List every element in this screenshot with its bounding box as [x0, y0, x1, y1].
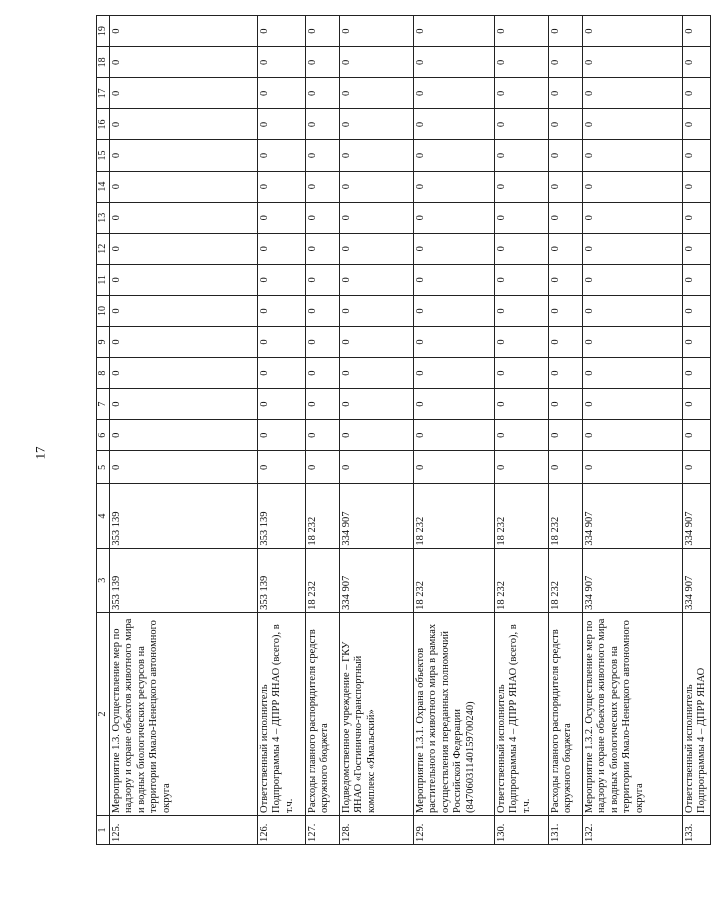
value-col3: 18 232	[306, 548, 340, 612]
value-col18: 0	[340, 47, 414, 78]
value-col11: 0	[306, 264, 340, 295]
value-col15: 0	[583, 140, 683, 171]
value-col13: 0	[258, 202, 306, 233]
value-col13: 0	[414, 202, 495, 233]
value-col3: 334 907	[583, 548, 683, 612]
row-description: Ответственный исполнитель Подпрограммы 4 – ДПРР ЯНАО (всего), в т.ч.	[495, 612, 549, 815]
row-number: 127.	[306, 816, 340, 845]
value-col12: 0	[306, 233, 340, 264]
value-col6: 0	[414, 420, 495, 451]
value-col17: 0	[110, 78, 258, 109]
column-header: 9	[97, 326, 110, 357]
value-col5: 0	[583, 451, 683, 484]
table-row	[340, 16, 414, 845]
value-col4: 334 907	[340, 484, 414, 548]
value-col11: 0	[258, 264, 306, 295]
value-col7: 0	[306, 389, 340, 420]
value-col14: 0	[110, 171, 258, 202]
value-col15: 0	[683, 140, 711, 171]
column-header: 19	[97, 16, 110, 47]
value-col11: 0	[583, 264, 683, 295]
value-col6: 0	[683, 420, 711, 451]
value-col10: 0	[258, 295, 306, 326]
value-col15: 0	[340, 140, 414, 171]
table-header-row	[97, 16, 110, 845]
value-col9: 0	[683, 326, 711, 357]
table-row	[583, 16, 683, 845]
value-col16: 0	[306, 109, 340, 140]
value-col10: 0	[414, 295, 495, 326]
table-row	[683, 16, 711, 845]
value-col5: 0	[549, 451, 583, 484]
budget-table	[96, 15, 711, 845]
value-col14: 0	[495, 171, 549, 202]
table-row	[306, 16, 340, 845]
row-number: 126.	[258, 816, 306, 845]
value-col17: 0	[683, 78, 711, 109]
column-header: 3	[97, 548, 110, 612]
row-description: Ответственный исполнитель Подпрограммы 4 – ДПРР ЯНАО (всего), в т.ч.	[258, 612, 306, 815]
value-col4: 353 139	[110, 484, 258, 548]
value-col14: 0	[583, 171, 683, 202]
value-col10: 0	[683, 295, 711, 326]
value-col17: 0	[549, 78, 583, 109]
value-col6: 0	[495, 420, 549, 451]
value-col10: 0	[306, 295, 340, 326]
value-col18: 0	[110, 47, 258, 78]
column-header: 13	[97, 202, 110, 233]
value-col13: 0	[340, 202, 414, 233]
value-col9: 0	[258, 326, 306, 357]
row-number: 129.	[414, 816, 495, 845]
column-header: 18	[97, 47, 110, 78]
column-header: 8	[97, 358, 110, 389]
value-col16: 0	[583, 109, 683, 140]
value-col19: 0	[495, 16, 549, 47]
value-col10: 0	[583, 295, 683, 326]
value-col11: 0	[549, 264, 583, 295]
value-col4: 353 139	[258, 484, 306, 548]
value-col8: 0	[414, 358, 495, 389]
value-col19: 0	[306, 16, 340, 47]
column-header: 11	[97, 264, 110, 295]
value-col8: 0	[340, 358, 414, 389]
value-col5: 0	[340, 451, 414, 484]
value-col7: 0	[258, 389, 306, 420]
rotated-table-wrapper	[96, 15, 708, 845]
value-col19: 0	[549, 16, 583, 47]
value-col15: 0	[306, 140, 340, 171]
value-col11: 0	[110, 264, 258, 295]
value-col12: 0	[583, 233, 683, 264]
row-number: 125.	[110, 816, 258, 845]
value-col7: 0	[549, 389, 583, 420]
value-col16: 0	[110, 109, 258, 140]
value-col13: 0	[683, 202, 711, 233]
value-col12: 0	[340, 233, 414, 264]
value-col17: 0	[258, 78, 306, 109]
column-header: 14	[97, 171, 110, 202]
value-col17: 0	[340, 78, 414, 109]
value-col14: 0	[683, 171, 711, 202]
value-col8: 0	[495, 358, 549, 389]
value-col13: 0	[495, 202, 549, 233]
value-col14: 0	[549, 171, 583, 202]
value-col16: 0	[683, 109, 711, 140]
value-col3: 18 232	[414, 548, 495, 612]
table-row	[258, 16, 306, 845]
value-col3: 353 139	[110, 548, 258, 612]
value-col12: 0	[683, 233, 711, 264]
row-number: 133.	[683, 816, 711, 845]
row-description: Мероприятие 1.3.2. Осуществление мер по надзору и охране объектов животного мира и водных биологических ресурсов на территории Ямало-Ненецкого автономного округа	[583, 612, 683, 815]
value-col16: 0	[340, 109, 414, 140]
value-col8: 0	[683, 358, 711, 389]
value-col9: 0	[414, 326, 495, 357]
value-col7: 0	[110, 389, 258, 420]
value-col8: 0	[258, 358, 306, 389]
value-col18: 0	[306, 47, 340, 78]
value-col8: 0	[549, 358, 583, 389]
value-col13: 0	[583, 202, 683, 233]
value-col5: 0	[495, 451, 549, 484]
value-col18: 0	[414, 47, 495, 78]
value-col4: 18 232	[414, 484, 495, 548]
value-col17: 0	[414, 78, 495, 109]
value-col10: 0	[495, 295, 549, 326]
value-col11: 0	[683, 264, 711, 295]
value-col14: 0	[258, 171, 306, 202]
column-header: 4	[97, 484, 110, 548]
value-col7: 0	[683, 389, 711, 420]
value-col14: 0	[340, 171, 414, 202]
column-header: 6	[97, 420, 110, 451]
value-col10: 0	[340, 295, 414, 326]
value-col12: 0	[258, 233, 306, 264]
value-col15: 0	[414, 140, 495, 171]
value-col19: 0	[340, 16, 414, 47]
value-col9: 0	[306, 326, 340, 357]
row-description: Подведомственное учреждение – ГКУ ЯНАО «Гостинично-транспортный комплекс «Ямальский»	[340, 612, 414, 815]
value-col8: 0	[583, 358, 683, 389]
value-col9: 0	[549, 326, 583, 357]
value-col13: 0	[549, 202, 583, 233]
value-col8: 0	[306, 358, 340, 389]
column-header: 1	[97, 816, 110, 845]
value-col5: 0	[683, 451, 711, 484]
value-col16: 0	[414, 109, 495, 140]
value-col17: 0	[495, 78, 549, 109]
value-col15: 0	[549, 140, 583, 171]
value-col9: 0	[340, 326, 414, 357]
column-header: 17	[97, 78, 110, 109]
value-col5: 0	[306, 451, 340, 484]
value-col12: 0	[495, 233, 549, 264]
value-col13: 0	[306, 202, 340, 233]
value-col19: 0	[683, 16, 711, 47]
value-col5: 0	[258, 451, 306, 484]
value-col6: 0	[583, 420, 683, 451]
value-col18: 0	[258, 47, 306, 78]
value-col14: 0	[306, 171, 340, 202]
table-row	[110, 16, 258, 845]
value-col6: 0	[258, 420, 306, 451]
value-col19: 0	[258, 16, 306, 47]
row-number: 131.	[549, 816, 583, 845]
value-col18: 0	[583, 47, 683, 78]
value-col8: 0	[110, 358, 258, 389]
value-col6: 0	[306, 420, 340, 451]
value-col14: 0	[414, 171, 495, 202]
column-header: 5	[97, 451, 110, 484]
table-row	[414, 16, 495, 845]
page-number: 17	[32, 446, 48, 460]
value-col11: 0	[495, 264, 549, 295]
value-col16: 0	[549, 109, 583, 140]
value-col3: 353 139	[258, 548, 306, 612]
column-header: 16	[97, 109, 110, 140]
row-description: Расходы главного распорядителя средств окружного бюджета	[549, 612, 583, 815]
value-col19: 0	[583, 16, 683, 47]
table-body	[97, 16, 711, 845]
value-col4: 18 232	[549, 484, 583, 548]
value-col10: 0	[549, 295, 583, 326]
value-col5: 0	[414, 451, 495, 484]
row-description: Мероприятие 1.3.1. Охрана объектов растительного и животного мира в рамках осуществления переданных полномочий Российской Федерации (84706031140159700240)	[414, 612, 495, 815]
value-col12: 0	[414, 233, 495, 264]
column-header: 7	[97, 389, 110, 420]
table-row	[549, 16, 583, 845]
row-description: Мероприятие 1.3. Осуществление мер по надзору и охране объектов животного мира и водных биологических ресурсов на территории Ямало-Ненецкого автономного округа	[110, 612, 258, 815]
value-col4: 18 232	[306, 484, 340, 548]
row-number: 128.	[340, 816, 414, 845]
value-col7: 0	[495, 389, 549, 420]
value-col6: 0	[549, 420, 583, 451]
value-col11: 0	[340, 264, 414, 295]
value-col9: 0	[110, 326, 258, 357]
row-description: Ответственный исполнитель Подпрограммы 4 – ДПРР ЯНАО	[683, 612, 711, 815]
value-col17: 0	[583, 78, 683, 109]
row-description: Расходы главного распорядителя средств окружного бюджета	[306, 612, 340, 815]
value-col19: 0	[414, 16, 495, 47]
value-col3: 334 907	[340, 548, 414, 612]
value-col3: 18 232	[549, 548, 583, 612]
value-col9: 0	[583, 326, 683, 357]
value-col4: 334 907	[583, 484, 683, 548]
value-col15: 0	[258, 140, 306, 171]
value-col3: 334 907	[683, 548, 711, 612]
row-number: 132.	[583, 816, 683, 845]
value-col16: 0	[258, 109, 306, 140]
value-col6: 0	[340, 420, 414, 451]
value-col4: 334 907	[683, 484, 711, 548]
value-col18: 0	[549, 47, 583, 78]
value-col7: 0	[583, 389, 683, 420]
value-col17: 0	[306, 78, 340, 109]
value-col9: 0	[495, 326, 549, 357]
value-col5: 0	[110, 451, 258, 484]
value-col13: 0	[110, 202, 258, 233]
value-col7: 0	[340, 389, 414, 420]
column-header: 15	[97, 140, 110, 171]
value-col18: 0	[683, 47, 711, 78]
value-col3: 18 232	[495, 548, 549, 612]
table-row	[495, 16, 549, 845]
value-col15: 0	[495, 140, 549, 171]
value-col16: 0	[495, 109, 549, 140]
column-header: 10	[97, 295, 110, 326]
value-col11: 0	[414, 264, 495, 295]
row-number: 130.	[495, 816, 549, 845]
value-col15: 0	[110, 140, 258, 171]
column-header: 12	[97, 233, 110, 264]
value-col6: 0	[110, 420, 258, 451]
value-col10: 0	[110, 295, 258, 326]
value-col12: 0	[549, 233, 583, 264]
value-col19: 0	[110, 16, 258, 47]
column-header: 2	[97, 612, 110, 815]
value-col4: 18 232	[495, 484, 549, 548]
value-col12: 0	[110, 233, 258, 264]
value-col7: 0	[414, 389, 495, 420]
value-col18: 0	[495, 47, 549, 78]
